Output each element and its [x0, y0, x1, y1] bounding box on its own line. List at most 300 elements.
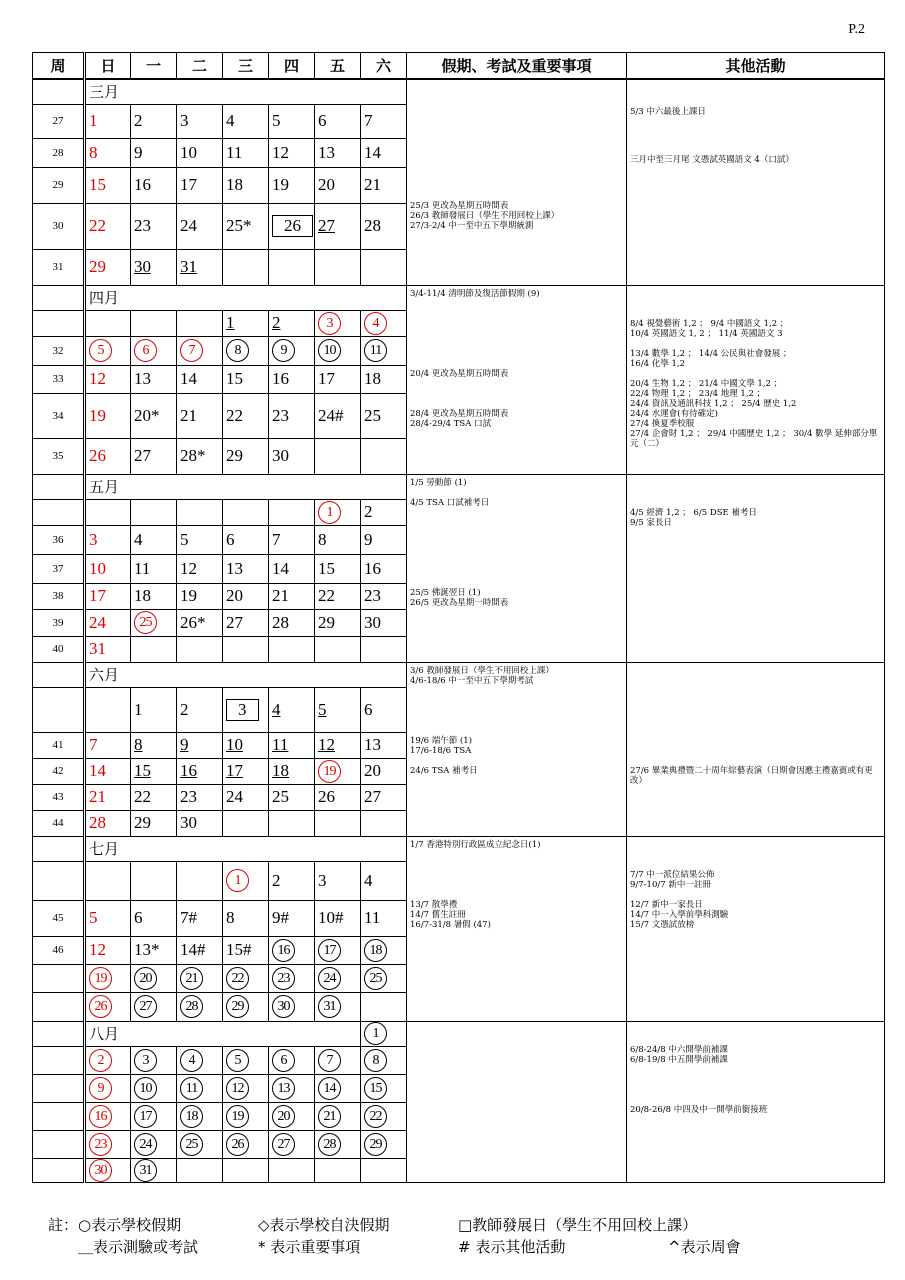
circled-day: 20 [272, 1105, 295, 1128]
day-number: 13 [364, 735, 381, 754]
day-number: 12 [272, 142, 289, 162]
circled-day: 9 [272, 339, 295, 362]
day-cell [131, 810, 177, 836]
day-cell [361, 758, 407, 784]
circled-day: 7 [318, 1049, 341, 1072]
day-cell [223, 609, 269, 636]
day-cell [361, 249, 407, 285]
day-cell [361, 992, 407, 1021]
day-number: 16 [134, 175, 151, 194]
day-cell [131, 104, 177, 138]
boxed-day: 3 [226, 699, 259, 721]
month-header-row [33, 474, 885, 499]
day-number: 10# [318, 908, 344, 927]
day-cell [269, 393, 315, 438]
day-number: 24 [180, 216, 197, 235]
legend-holiday: 註：○表示學校假期 [48, 1216, 182, 1234]
day-cell [315, 1158, 361, 1182]
day-cell [361, 525, 407, 554]
day-number: 3 [318, 870, 327, 890]
day-cell [177, 249, 223, 285]
day-cell [177, 609, 223, 636]
day-number: 15 [89, 175, 106, 194]
day-cell [269, 687, 315, 732]
day-cell [361, 104, 407, 138]
circled-day: 26 [89, 995, 112, 1018]
day-cell [85, 609, 131, 636]
header-other-activities: 其他活動 [627, 53, 885, 80]
day-cell [269, 784, 315, 810]
circled-day: 17 [134, 1105, 157, 1128]
other-activity: 三月中至三月尾 文憑試英國語文 4（口試） [630, 155, 794, 165]
day-number: 24 [226, 787, 243, 806]
week-number [33, 1046, 85, 1074]
day-cell [85, 554, 131, 583]
day-number: 18 [272, 761, 289, 780]
day-number: 2 [272, 870, 281, 890]
day-cell [223, 203, 269, 249]
day-cell [177, 861, 223, 900]
day-cell [85, 499, 131, 525]
day-cell [269, 583, 315, 609]
day-cell [177, 1046, 223, 1074]
week-number: 42 [33, 758, 85, 784]
week-number [33, 1130, 85, 1158]
week-cell [33, 79, 85, 104]
day-number: 20 [364, 761, 381, 780]
circled-day: 15 [364, 1077, 387, 1100]
day-cell [315, 1102, 361, 1130]
circled-day: 21 [180, 967, 203, 990]
day-cell [269, 1074, 315, 1102]
legend-exam: ＿表示測驗或考試 [78, 1238, 199, 1256]
day-cell [131, 167, 177, 203]
day-number: 11 [364, 908, 381, 927]
circled-day: 3 [318, 312, 341, 335]
day-number: 9 [134, 142, 143, 162]
day-number: 13 [226, 558, 243, 578]
circled-day: 31 [134, 1159, 157, 1182]
day-number: 10 [89, 558, 106, 578]
day-cell [269, 900, 315, 936]
day-cell [223, 104, 269, 138]
day-cell [177, 365, 223, 393]
day-cell [315, 554, 361, 583]
day-number: 4 [272, 699, 281, 719]
other-activities-cell [627, 79, 885, 285]
week-cell [33, 285, 85, 310]
day-cell [85, 336, 131, 365]
day-cell [131, 861, 177, 900]
day-number: 15 [134, 761, 151, 780]
month-name: 七月 [85, 836, 407, 861]
day-cell [315, 249, 361, 285]
day-cell [177, 336, 223, 365]
day-cell [361, 310, 407, 336]
week-number: 44 [33, 810, 85, 836]
day-cell [269, 609, 315, 636]
circled-day: 28 [318, 1133, 341, 1156]
day-cell [85, 365, 131, 393]
day-cell [85, 1102, 131, 1130]
day-number: 28* [180, 446, 206, 465]
events-cell: 1/5 勞動節 (1) 4/5 TSA 口試補考日 25/5 佛誕翌日 (1) 26/5 更改為星期一時間表 [407, 474, 627, 662]
other-activities-cell: 7/7 中一派位結果公佈 9/7-10/7 新中一註冊 12/7 新中一家長日 14/7 中一入學前學科測驗 15/7 文憑試放榜 [627, 836, 885, 1021]
day-cell [269, 1130, 315, 1158]
day-number: 25* [226, 216, 252, 235]
day-number: 15# [226, 940, 252, 959]
day-cell [269, 249, 315, 285]
day-cell [223, 393, 269, 438]
day-cell [131, 964, 177, 992]
events-cell [407, 1021, 627, 1182]
day-number: 2 [134, 111, 143, 130]
day-cell [269, 525, 315, 554]
week-number [33, 1074, 85, 1102]
day-cell [177, 900, 223, 936]
day-cell [315, 310, 361, 336]
week-number: 27 [33, 104, 85, 138]
header-fri: 五 [315, 53, 361, 80]
day-cell [269, 810, 315, 836]
day-cell [361, 1074, 407, 1102]
day-cell [315, 393, 361, 438]
legend-assembly: ^表示周會 [668, 1238, 741, 1256]
day-cell [85, 758, 131, 784]
week-number: 38 [33, 583, 85, 609]
day-cell [85, 810, 131, 836]
day-cell [315, 810, 361, 836]
circled-day: 11 [364, 339, 387, 362]
day-cell [315, 525, 361, 554]
circled-day: 24 [318, 967, 341, 990]
day-cell [177, 499, 223, 525]
day-number: 16 [364, 558, 381, 578]
day-cell [131, 936, 177, 964]
circled-day: 26 [226, 1133, 249, 1156]
circled-day: 27 [134, 995, 157, 1018]
day-cell [177, 393, 223, 438]
week-number: 28 [33, 138, 85, 167]
day-cell [223, 1158, 269, 1182]
day-cell [177, 732, 223, 758]
day-number: 8 [318, 529, 327, 549]
day-cell [85, 104, 131, 138]
month-name: 三月 [85, 79, 407, 104]
calendar-body [33, 79, 885, 1182]
day-number: 19 [272, 175, 289, 194]
day-cell [131, 365, 177, 393]
header-events: 假期、考試及重要事項 [407, 53, 627, 80]
day-cell [223, 758, 269, 784]
day-number: 14 [272, 558, 289, 578]
day-cell [177, 525, 223, 554]
day-number: 12 [89, 369, 106, 388]
circled-day: 30 [89, 1159, 112, 1182]
day-number: 25 [272, 787, 289, 806]
day-cell [269, 438, 315, 474]
day-cell [177, 636, 223, 662]
day-cell [131, 336, 177, 365]
day-cell [131, 992, 177, 1021]
circled-day: 1 [226, 869, 249, 892]
day-cell [269, 336, 315, 365]
day-number: 27 [226, 612, 243, 632]
week-number: 41 [33, 732, 85, 758]
day-number: 18 [134, 586, 151, 605]
legend [48, 1214, 741, 1258]
week-number: 30 [33, 203, 85, 249]
day-cell [85, 138, 131, 167]
day-cell [85, 992, 131, 1021]
day-number: 10 [226, 735, 243, 754]
day-cell [223, 861, 269, 900]
school-calendar-table [32, 52, 885, 1183]
day-number: 8 [226, 908, 235, 927]
day-cell [315, 583, 361, 609]
day-number: 21 [364, 175, 381, 194]
day-cell [315, 203, 361, 249]
circled-day: 16 [89, 1105, 112, 1128]
legend-school-holiday: ◇表示學校自決假期 [258, 1216, 390, 1234]
day-cell [223, 784, 269, 810]
day-cell [85, 310, 131, 336]
day-number: 25 [364, 405, 381, 425]
day-number: 26 [89, 446, 106, 465]
day-cell [223, 636, 269, 662]
day-cell [361, 810, 407, 836]
day-cell [177, 438, 223, 474]
circled-day: 25 [364, 967, 387, 990]
day-number: 31 [89, 639, 106, 658]
day-cell [131, 1074, 177, 1102]
month-name: 四月 [85, 285, 407, 310]
day-cell [223, 1074, 269, 1102]
day-cell [315, 365, 361, 393]
day-cell [177, 583, 223, 609]
day-number: 8 [89, 142, 98, 162]
day-number: 29 [134, 813, 151, 832]
day-number: 11 [226, 142, 243, 162]
day-cell [131, 636, 177, 662]
legend-important: * 表示重要事項 [258, 1238, 361, 1256]
day-cell [223, 310, 269, 336]
other-activities-cell: 6/8-24/8 中六開學前補課 6/8-19/8 中五開學前補課 20/8-26/8 中四及中一開學前銜接班 [627, 1021, 885, 1182]
circled-day: 13 [272, 1077, 295, 1100]
week-number [33, 1102, 85, 1130]
day-number: 27 [364, 787, 381, 806]
other-activity: 5/3 中六最後上課日 [630, 107, 706, 117]
day-number: 28 [364, 216, 381, 235]
day-number: 19 [180, 586, 197, 605]
events-cell: 1/7 香港特別行政區成立紀念日(1) 13/7 散學禮 14/7 舊生註冊 16/7-31/8 暑假 (47) [407, 836, 627, 1021]
day-cell [131, 499, 177, 525]
day-cell [131, 1130, 177, 1158]
day-cell [223, 810, 269, 836]
day-cell [223, 936, 269, 964]
circled-day: 19 [89, 967, 112, 990]
day-number: 4 [226, 111, 235, 130]
events-text: 25/3 更改為星期五時間表 26/3 教師發展日（學生不用回校上課） 27/3-2/4 中一至中五下學期統測 [410, 201, 560, 231]
day-cell [223, 964, 269, 992]
day-cell [315, 104, 361, 138]
day-cell [315, 1074, 361, 1102]
circled-day: 6 [134, 339, 157, 362]
day-cell [177, 138, 223, 167]
day-number: 4 [364, 870, 373, 890]
day-cell [361, 554, 407, 583]
day-cell [315, 784, 361, 810]
day-cell [361, 393, 407, 438]
day-cell [85, 203, 131, 249]
week-number [33, 992, 85, 1021]
events-cell: 3/6 教師發展日（學生不用回校上課） 4/6-18/6 中一至中五下學期考試 19/6 端午節 (1) 17/6-18/6 TSA 24/6 TSA 補考日 [407, 662, 627, 836]
month-header-row [33, 79, 885, 104]
day-cell [269, 758, 315, 784]
month-header-row [33, 662, 885, 687]
day-cell [223, 900, 269, 936]
day-cell [315, 336, 361, 365]
circled-day: 20 [134, 967, 157, 990]
day-cell [269, 636, 315, 662]
circled-day: 6 [272, 1049, 295, 1072]
day-number: 31 [180, 257, 197, 276]
day-cell [131, 525, 177, 554]
day-cell [269, 554, 315, 583]
circled-day: 23 [89, 1133, 112, 1156]
day-number: 6 [364, 699, 373, 719]
other-activities-cell: 8/4 視覺藝術 1,2 ； 9/4 中國語文 1,2 ； 10/4 英國語文 1, 2 ； 11/4 英國語文 3 13/4 數學 1,2 ； 14/4 公民與社會發展 ； 16/4 化學 1,2 20/4 生物 1,2 ； 21/4 中國文學 1,2 ； 22/4 物理 1,2 ； 23/4 地理 1,2 ； 24/4 資訊及通訊科技 1,2 ； 25/4 歷史 1,2 24/4 水運會(有待確定) 27/4 換夏季校服 27/4 企會財 1,2 ； 29/4 中國歷史 1,2 ； 30/4 數學 延伸部分單元（二） [627, 285, 885, 474]
day-number: 12 [180, 558, 197, 578]
day-number: 9 [180, 735, 189, 754]
day-cell [131, 758, 177, 784]
day-cell [361, 499, 407, 525]
day-number: 26* [180, 612, 206, 632]
week-number: 39 [33, 609, 85, 636]
day-cell [315, 167, 361, 203]
day-cell [177, 992, 223, 1021]
other-activities-cell: 27/6 畢業典禮暨二十周年綜藝表演（日期會因應主禮嘉賓或有更改） [627, 662, 885, 836]
day-cell [315, 499, 361, 525]
day-cell [85, 687, 131, 732]
day-cell [315, 936, 361, 964]
day-cell [361, 936, 407, 964]
day-cell [223, 167, 269, 203]
day-cell [177, 758, 223, 784]
day-cell [223, 554, 269, 583]
day-number: 20 [226, 586, 243, 605]
circled-day: 18 [180, 1105, 203, 1128]
day-number: 20 [318, 175, 335, 194]
day-number: 1 [226, 313, 235, 332]
week-number [33, 964, 85, 992]
day-number: 22 [226, 405, 243, 425]
circled-day: 8 [226, 339, 249, 362]
day-number: 16 [180, 761, 197, 780]
day-cell [85, 861, 131, 900]
week-number: 36 [33, 525, 85, 554]
day-cell [223, 336, 269, 365]
circled-day: 25 [180, 1133, 203, 1156]
day-number: 2 [364, 502, 373, 521]
day-number: 8 [134, 735, 143, 754]
day-number: 30 [272, 446, 289, 465]
week-number: 33 [33, 365, 85, 393]
day-number: 22 [89, 216, 106, 235]
day-number: 6 [226, 529, 235, 549]
day-cell [269, 138, 315, 167]
day-number: 20* [134, 405, 160, 425]
day-number: 14 [364, 142, 381, 162]
circled-day: 27 [272, 1133, 295, 1156]
day-cell [223, 1130, 269, 1158]
day-number: 10 [180, 142, 197, 162]
day-cell [361, 861, 407, 900]
day-cell [269, 167, 315, 203]
day-number: 6 [318, 111, 327, 130]
day-cell [361, 784, 407, 810]
day-number: 14 [180, 369, 197, 388]
circled-day: 17 [318, 939, 341, 962]
day-number: 17 [318, 369, 335, 388]
day-number: 28 [89, 813, 106, 832]
day-cell [131, 609, 177, 636]
week-cell [33, 1021, 85, 1046]
day-cell [223, 732, 269, 758]
day-cell [85, 167, 131, 203]
circled-day: 7 [180, 339, 203, 362]
day-cell [85, 900, 131, 936]
legend-other: # 表示其他活動 [458, 1238, 566, 1256]
week-number [33, 310, 85, 336]
day-number: 21 [180, 405, 197, 425]
circled-day: 14 [318, 1077, 341, 1100]
legend-teacher-day: □教師發展日（學生不用回校上課） [458, 1216, 698, 1234]
circled-day: 8 [364, 1049, 387, 1072]
header-thu: 四 [269, 53, 315, 80]
day-cell [361, 1046, 407, 1074]
day-cell [361, 636, 407, 662]
day-number: 29 [89, 257, 106, 276]
day-cell [223, 249, 269, 285]
day-cell [85, 1158, 131, 1182]
day-cell [223, 499, 269, 525]
day-number: 4 [134, 529, 143, 549]
week-number [33, 1158, 85, 1182]
day-cell [315, 1130, 361, 1158]
day-number: 23 [364, 586, 381, 605]
day-cell [131, 900, 177, 936]
week-number: 29 [33, 167, 85, 203]
day-cell [269, 964, 315, 992]
day-cell [315, 992, 361, 1021]
day-number: 9 [364, 529, 373, 549]
day-cell [131, 249, 177, 285]
day-number: 5 [180, 529, 189, 549]
day-cell [361, 964, 407, 992]
week-number [33, 499, 85, 525]
day-number: 13 [134, 369, 151, 388]
header-week: 周 [33, 53, 85, 80]
day-cell [315, 964, 361, 992]
day-number: 21 [89, 787, 106, 806]
header-row [33, 53, 885, 80]
day-cell [315, 758, 361, 784]
circled-day: 18 [364, 939, 387, 962]
day-cell [177, 1130, 223, 1158]
day-number: 29 [318, 612, 335, 632]
day-cell [131, 438, 177, 474]
